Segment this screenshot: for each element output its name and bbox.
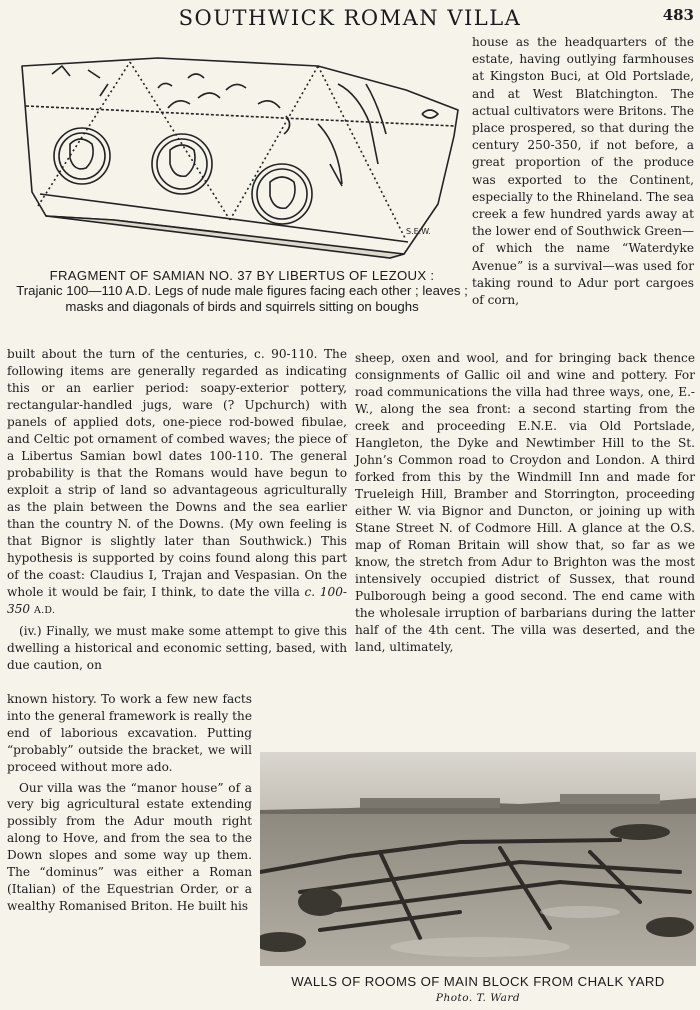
photo-credit: Photo. T. Ward <box>435 992 521 1004</box>
paragraph: Our villa was the “manor house” of a very big agricultural estate extending possibly from the Adur mouth right along to Hove, and from the sea to the Down slopes and some way up them. The “dominus” was either a Roman (Italian) of the Equestrian Order, or a wealthy Romanised Briton. He built his <box>7 780 252 913</box>
figure-caption-description: Trajanic 100—110 A.D. Legs of nude male figures facing each other ; leaves ; masks and diagonals of birds and squirrels sitting on boughs <box>16 283 468 314</box>
date-range: c. 100-350 <box>7 585 347 616</box>
figure-caption-title: FRAGMENT OF SAMIAN NO. 37 BY LIBERTUS OF LEZOUX : <box>49 268 435 283</box>
paragraph <box>7 346 347 619</box>
samian-fragment-illustration <box>18 44 463 269</box>
paragraph-body: built about the turn of the centuries, c. 90-110. The following items are generally regarded as indicating this or an earlier period: soapy-exterior pottery, rectangular-handled jugs, ware (? Upchurch) with panels of applied dots, one-piece rod-bowed fibulae, and Celtic pot ornament of combed waves; the piece of a Libertus Samian bowl dates 100-110. The general probability is that the Romans would have begun to exploit a strip of land so advantageous agriculturally as the plain between the Downs and the sea earlier than the country N. of the Downs. (My own feeling is that Bignor is slightly later than Southwick.) This hypothesis is supported by coins found along this part of the coast: Claudius I, Trajan and Vespasian. On the whole it would be fair, I think, to date the villa <box>7 347 347 599</box>
left-column-text <box>7 346 347 674</box>
artist-signature: S.E.W. <box>406 227 431 236</box>
excavation-photograph <box>260 752 696 966</box>
figure-caption-top <box>16 268 468 314</box>
era-label: A.D. <box>33 605 56 616</box>
page-number: 483 <box>662 6 694 24</box>
narrow-column-text <box>7 691 252 915</box>
right-column-text <box>355 350 695 656</box>
figure-caption-bottom: WALLS OF ROOMS OF MAIN BLOCK FROM CHALK YARD <box>291 974 665 989</box>
running-title: SOUTHWICK ROMAN VILLA <box>178 6 522 30</box>
paragraph: sheep, oxen and wool, and for bringing back thence consignments of Gallic oil and wine and pottery. For road communications the villa had three ways, one, E.-W., along the sea front: a second starting from the creek and proceeding E.N.E. via Old Portslade, Hangleton, the Dyke and Newtimber Hill to the St. John’s Common road to Croydon and London. A third forked from this by the Windmill Inn and made for Trueleigh Hill, Bramber and Storrington, proceeding either W. via Bignor and Duncton, or joining up with Stane Street N. of Codmore Hill. A glance at the O.S. map of Roman Britain will show that, so far as we know, the stretch from Adur to Brighton was the most intensively occupied district of Sussex, that round Pulborough being a good second. The end came with the wholesale irruption of barbarians during the latter half of the 4th cent. The villa was deserted, and the land, ultimately, <box>355 351 695 654</box>
paragraph: known history. To work a few new facts into the general framework is really the end of laborious excavation. Putting “probably” outside the bracket, we will proceed without more ado. <box>7 692 252 774</box>
paragraph: house as the headquarters of the estate, having outlying farmhouses at Kingston Buci, at Old Portslade, and at West Blatchington. The actual cultivators were Britons. The place prospered, so that during the century 250-350, if not before, a great proportion of the produce was exported to the Continent, especially to the Rhineland. The sea creek a few hundred yards away at the lower end of Southwick Green—of which the name “Waterdyke Avenue” is a survival—was used for taking round to Adur port cargoes of corn, <box>472 35 694 308</box>
right-column-top-text <box>472 34 694 309</box>
paragraph: (iv.) Finally, we must make some attempt to give this dwelling a historical and economic setting, based, with due caution, on <box>7 624 347 672</box>
